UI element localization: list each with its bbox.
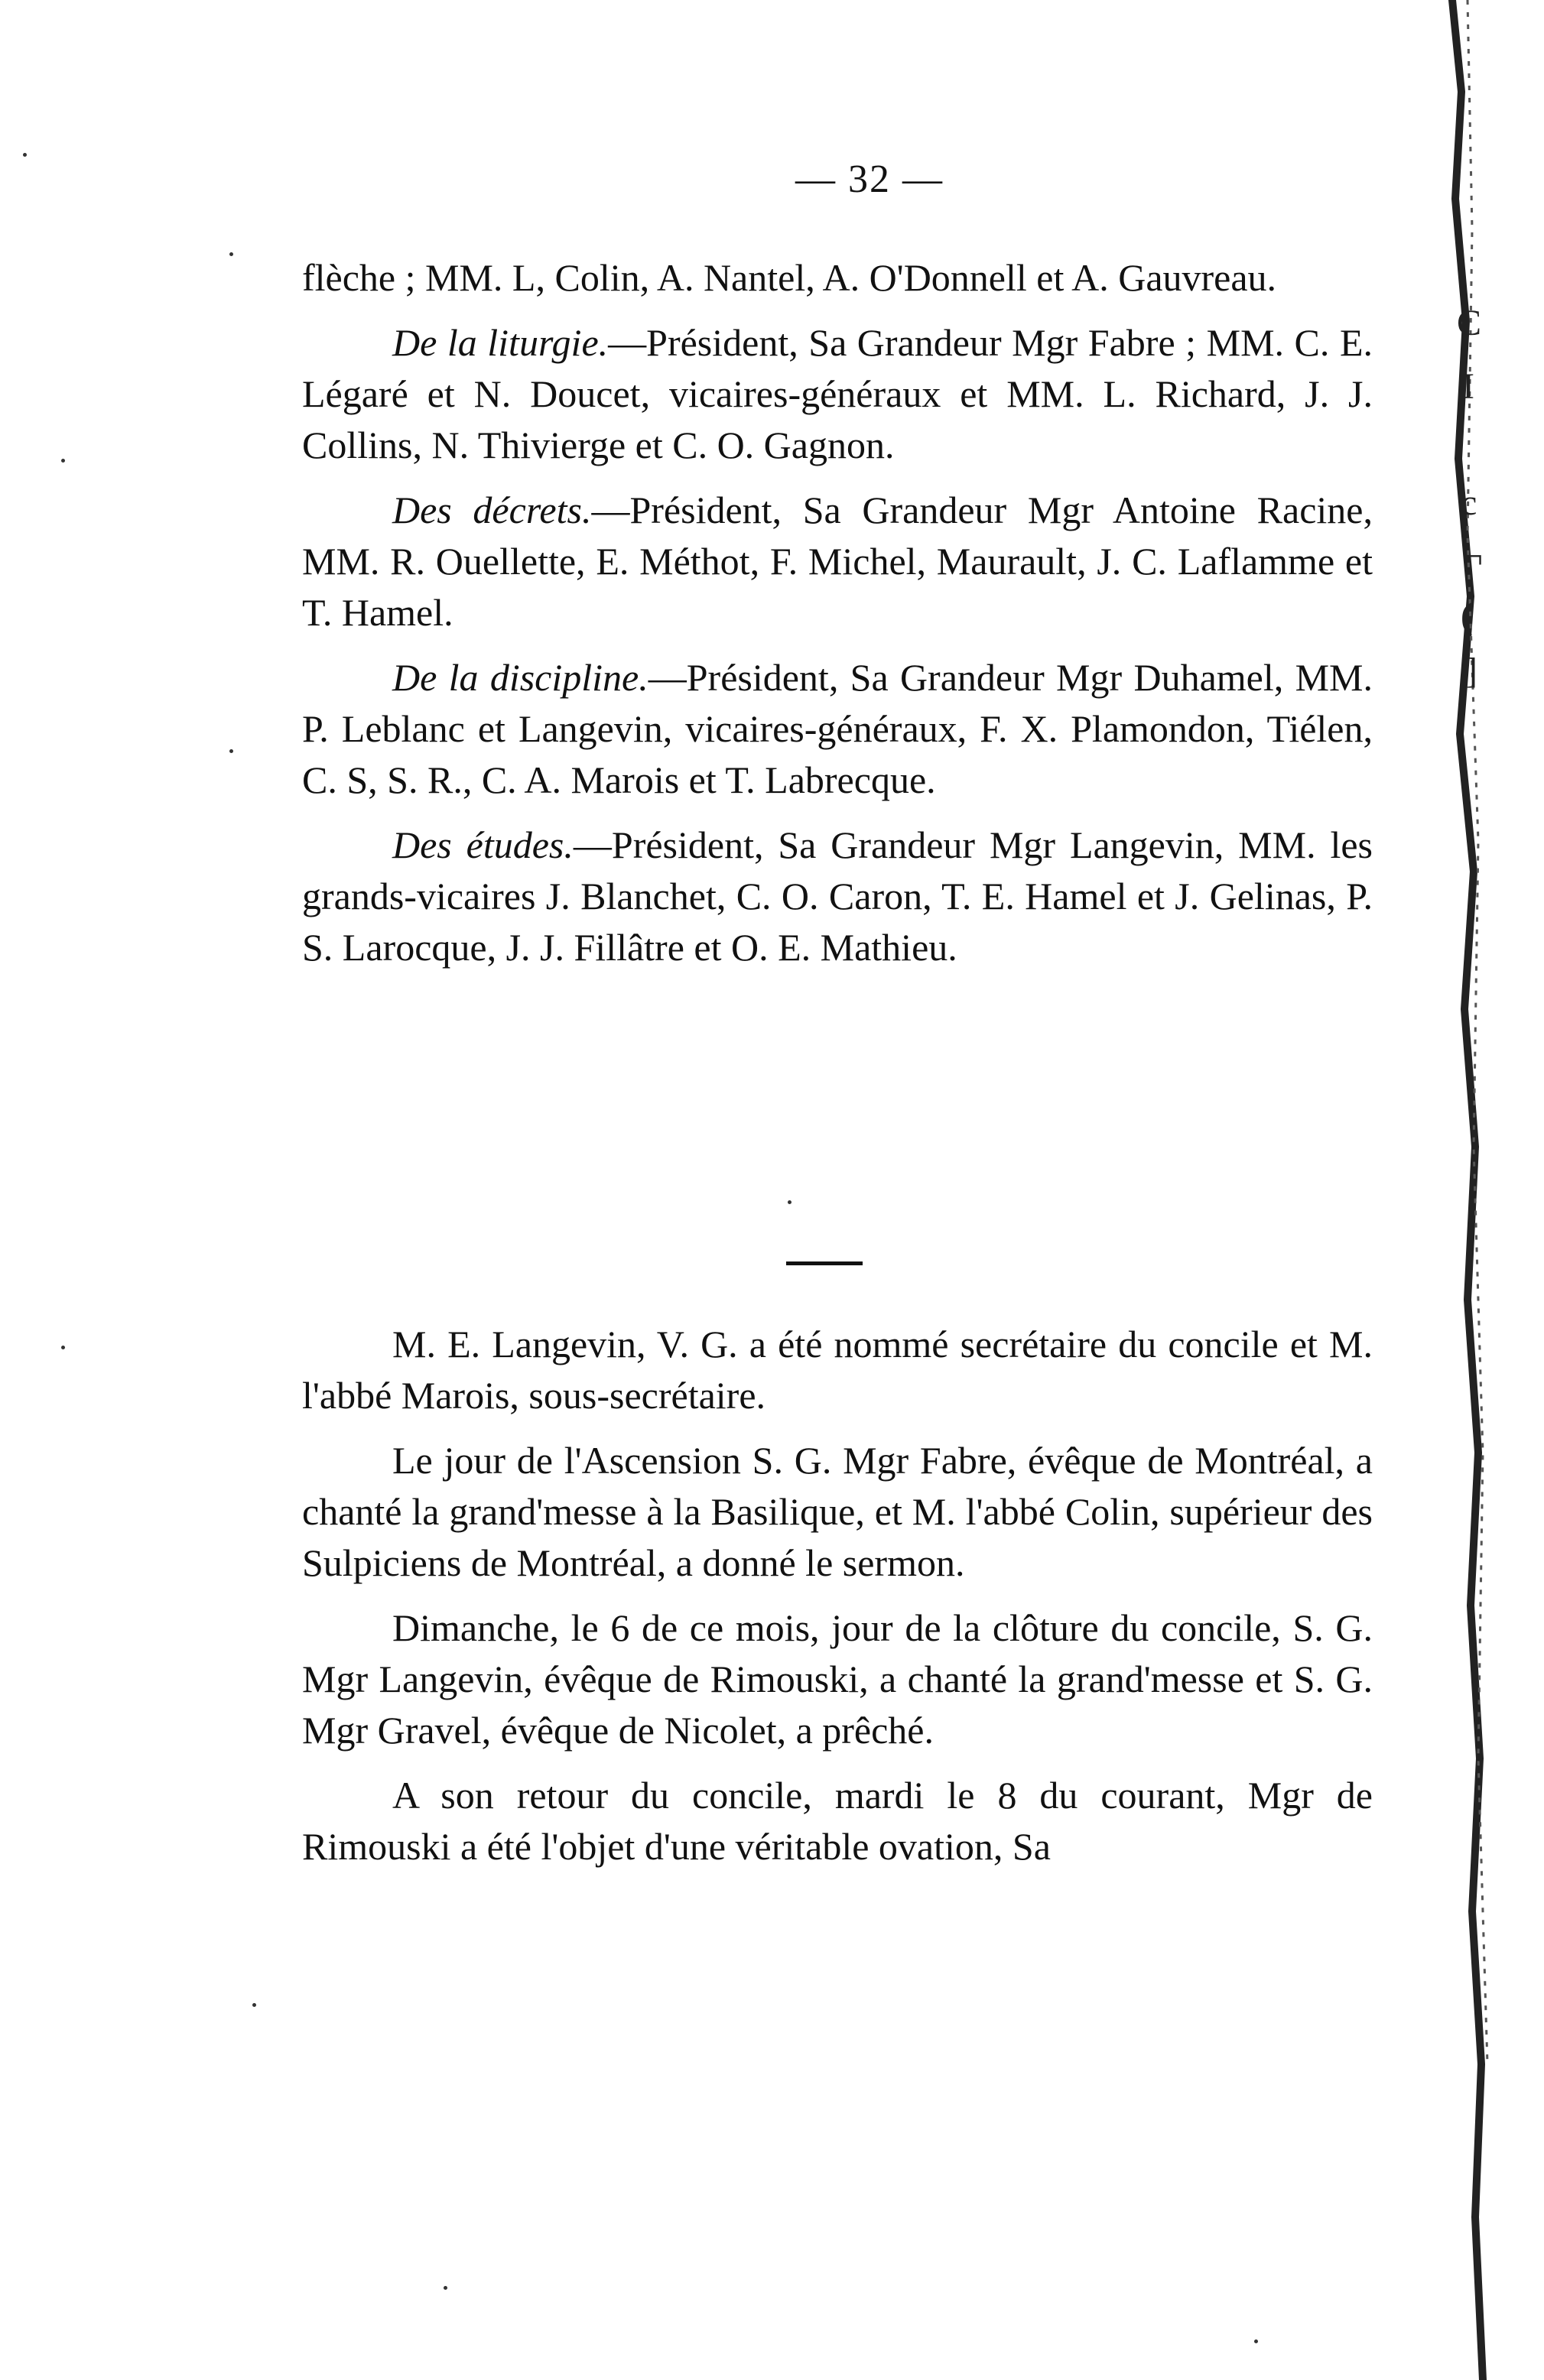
paragraph-text: —Président, Sa Grandeur Mgr Fabre ; MM. C. E. Légaré et N. Doucet, vicaires-généraux et MM. L. Richard, J. J. Collins, N. Thivierge et C. O. Gagnon. (302, 321, 1373, 466)
paragraph-text: —Président, Sa Grandeur Mgr Antoine Racine, MM. R. Ouellette, E. Méthot, F. Michel, Maurault, J. C. Laflamme et T. Hamel. (302, 489, 1373, 634)
edge-fragment: C (1457, 303, 1482, 343)
edge-fragment: ] (1465, 651, 1477, 691)
paragraph-text: —Président, Sa Grandeur Mgr Langevin, MM. les grands-vicaires J. Blanchet, C. O. Caron, T. E. Hamel et J. Gelinas, P. S. Larocque, J. J. Fillâtre et O. E. Mathieu. (302, 823, 1373, 969)
paragraph-fleche (302, 252, 1373, 304)
paragraph-text: —Président, Sa Grandeur Mgr Duhamel, MM. P. Leblanc et Langevin, vicaires-généraux, F. X. Plamondon, Tiélen, C. S, S. R., C. A. Marois et T. Labrecque. (302, 656, 1373, 801)
paragraph-ascension: Le jour de l'Ascension S. G. Mgr Fabre, évêque de Montréal, a chanté la grand'messe à la Basilique, et M. l'abbé Colin, supérieur des Sulpiciens de Montréal, a donné le sermon. (302, 1439, 1373, 1584)
paragraph-retour: A son retour du concile, mardi le 8 du courant, Mgr de Rimouski a été l'objet d'une véritable ovation, Sa (302, 1774, 1373, 1868)
scan-speck (61, 459, 65, 463)
paragraph-text: flèche ; MM. L, Colin, A. Nantel, A. O'Donnell et A. Gauvreau. (302, 256, 1277, 299)
scan-speck (61, 1346, 65, 1349)
edge-fragment: ( (1461, 596, 1473, 636)
committee-list (302, 252, 1373, 987)
section-heading-liturgie: De la liturgie. (392, 321, 609, 364)
binding-edge-shadow (1445, 0, 1513, 2380)
paragraph-dimanche: Dimanche, le 6 de ce mois, jour de la clôture du concile, S. G. Mgr Langevin, évêque de Rimouski, a chanté la grand'messe et S. G. Mgr Gravel, évêque de Nicolet, a prêché. (302, 1606, 1373, 1752)
scan-speck (252, 2003, 256, 2007)
edge-fragment: I (1462, 366, 1474, 407)
edge-fragment: c (1461, 482, 1477, 523)
news-paragraphs (302, 1319, 1373, 1886)
edge-fragment: ¬ (1462, 536, 1484, 576)
page-number: — 32 — (795, 157, 944, 201)
scan-speck (229, 252, 233, 256)
section-divider (786, 1261, 863, 1265)
paragraph-liturgie (302, 317, 1373, 471)
scan-speck (23, 153, 27, 157)
scan-speck (1254, 2339, 1258, 2343)
paragraph-discipline (302, 652, 1373, 806)
paragraph-decrets (302, 485, 1373, 638)
scan-speck (444, 2286, 447, 2290)
scan-speck (788, 1200, 792, 1204)
scan-speck (229, 749, 233, 753)
paragraph-etudes (302, 820, 1373, 973)
section-heading-discipline: De la discipline. (392, 656, 648, 699)
section-heading-decrets: Des décrets. (392, 489, 592, 531)
section-heading-etudes: Des études. (392, 823, 574, 866)
paragraph-secretaire: M. E. Langevin, V. G. a été nommé secrétaire du concile et M. l'abbé Marois, sous-secrétaire. (302, 1323, 1373, 1417)
